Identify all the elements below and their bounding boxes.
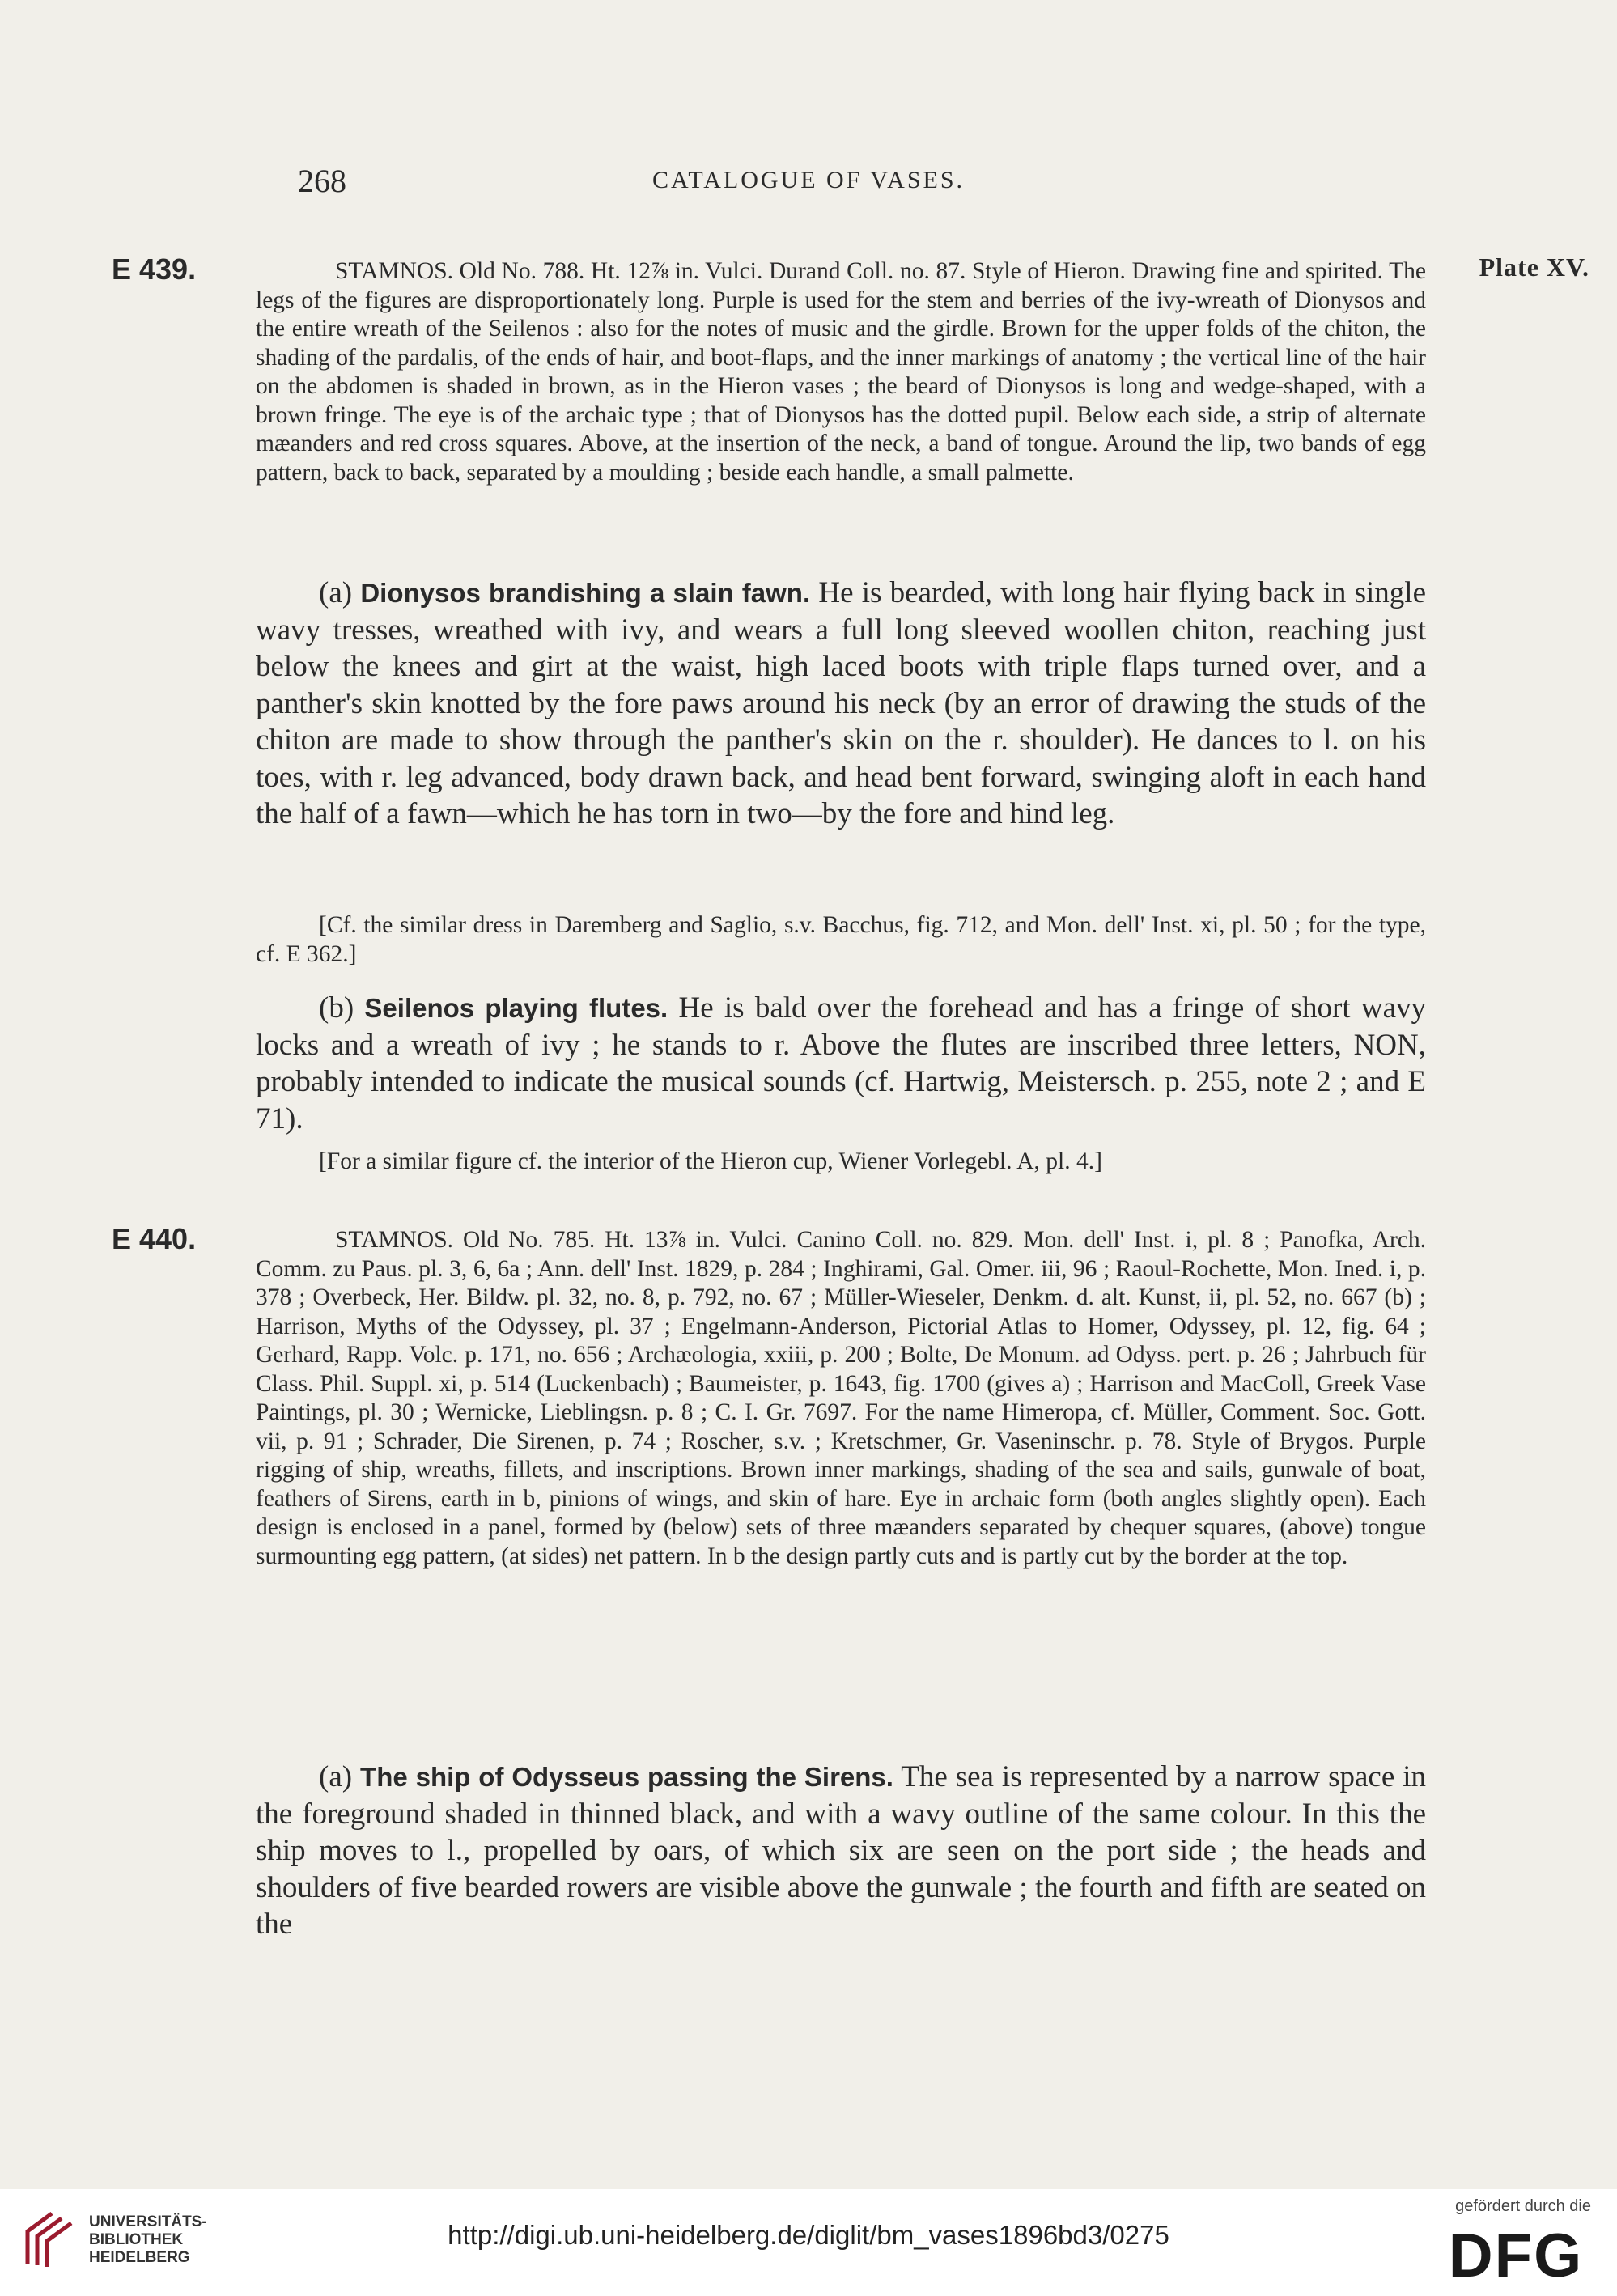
bibliographic-note: [Cf. the similar dress in Daremberg and Saglio, s.v. Bacchus, fig. 712, and Mon. dell' Inst. xi, pl. 50 ; for the type, cf. E 362.] — [256, 912, 1426, 967]
page-number: 268 — [298, 163, 346, 199]
entry-number: E 439. — [112, 253, 197, 286]
scene-text: He is bald over the forehead and has a fringe of short wavy locks and a wreath of ivy ; he stands to r. Above the flutes are inscribed three letters, NON, probably intended to indicate the musical sounds (cf. Hartwig, Meistersch. p. 255, note 2 ; and E 71). — [256, 991, 1427, 1135]
plate-reference: Plate XV. — [1479, 253, 1589, 282]
side-label: (a) — [319, 1760, 353, 1793]
digitization-footer — [0, 2189, 1617, 2296]
dfg-logo-icon — [1439, 2225, 1593, 2283]
funding-note: gefördert durch die — [1455, 2197, 1591, 2215]
side-label: (a) — [319, 576, 353, 609]
vase-side-b — [256, 990, 1426, 1137]
library-name: UNIVERSITÄTS- BIBLIOTHEK HEIDELBERG — [89, 2213, 207, 2266]
scene-heading: Seilenos playing flutes. — [364, 993, 668, 1023]
scene-heading: The ship of Odysseus passing the Sirens. — [360, 1762, 893, 1792]
permalink-url[interactable]: http://digi.ub.uni-heidelberg.de/diglit/bm_vases1896bd3/0275 — [448, 2220, 1169, 2250]
running-head — [0, 162, 1617, 202]
scene-text: He is bearded, with long hair flying back in single wavy tresses, wreathed with ivy, and wears a full long sleeved woollen chiton, reaching just below the knees and girt at the waist, high laced boots with triple flaps turned over, and a panther's skin knotted by the fore paws around his neck (by an error of drawing the studs of the chiton are made to show through the panther's skin on the r. shoulder). He dances to l. on his toes, with r. leg advanced, body drawn back, and head bent forward, swinging aloft in each hand the half of a fawn—which he has torn in two—by the fore and hind leg. — [256, 576, 1427, 830]
entry-description: STAMNOS. Old No. 785. Ht. 13⅞ in. Vulci. Canino Coll. no. 829. Mon. dell' Inst. i, pl. 8 ; Panofka, Arch. Comm. zu Paus. pl. 3, 6, 6a ; Ann. dell' Inst. 1829, p. 284 ; Inghirami, Gal. Omer. iii, 96 ; Raoul-Rochette, Mon. Ined. i, p. 378 ; Overbeck, Her. Bildw. pl. 32, no. 8, p. 792, no. 67 ; Müller-Wieseler, Denkm. d. alt. Kunst, ii, pl. 52, no. 667 (b) ; Harrison, Myths of the Odyssey, pl. 37 ; Engelmann-Anderson, Pictorial Atlas to Homer, Odyssey, pl. 12, fig. 64 ; Gerhard, Rapp. Volc. p. 171, no. 656 ; Archæologia, xxiii, p. 200 ; Bolte, De Monum. ad Odyss. pert. p. 26 ; Jahrbuch für Class. Phil. Suppl. xi, p. 514 (Luckenbach) ; Baumeister, p. 1643, fig. 1700 (gives a) ; Harrison and MacColl, Greek Vase Paintings, pl. 30 ; Wernicke, Lieblingsn. p. 8 ; C. I. Gr. 7697. For the name Himeropa, cf. Müller, Comment. Soc. Gott. vii, p. 91 ; Schrader, Die Sirenen, p. 74 ; Roscher, s.v. ; Kretschmer, Gr. Vaseninschr. p. 78. Style of Brygos. Purple rigging of ship, wreaths, fillets, and inscriptions. Brown inner markings, shading of the sea and sails, gunwale of boat, feathers of Sirens, earth in b, pinions of wings, and skin of hare. Eye in archaic form (both angles slightly open). Each design is enclosed in a panel, formed by (below) sets of three mæanders separated by chequer squares, (above) tongue surmounting egg pattern, (at sides) net pattern. In b the design partly cuts and is partly cut by the border at the top. — [256, 1227, 1426, 1569]
scene-text: The sea is represented by a narrow space in the foreground shaded in thinned black, and with a wavy outline of the same colour. In this the ship moves to l., propelled by oars, of which six are seen on the port side ; the heads and shoulders of five bearded rowers are visible above the gunwale ; the fourth and fifth are seated on the — [256, 1760, 1427, 1941]
entry-number: E 440. — [112, 1222, 197, 1255]
running-title: CATALOGUE OF VASES. — [651, 167, 966, 193]
vase-side-a — [256, 1759, 1426, 1943]
vase-side-a — [256, 575, 1426, 833]
svg-text:DFG: DFG — [1448, 2225, 1584, 2283]
entry-description: STAMNOS. Old No. 788. Ht. 12⅞ in. Vulci. Durand Coll. no. 87. Style of Hieron. Drawing fine and spirited. The legs of the figures are disproportionately long. Purple is used for the stem and berries of the ivy-wreath of Dionysos and the entire wreath of the Seilenos : also for the notes of music and the girdle. Brown for the upper folds of the chiton, the shading of the pardalis, of the ends of hair, and boot-flaps, and the inner markings of anatomy ; the vertical line of the hair on the abdomen is shaded in brown, as in the Hieron vases ; the beard of Dionysos is long and wedge-shaped, with a brown fringe. The eye is of the archaic type ; that of Dionysos has the dotted pupil. Below each side, a strip of alternate mæanders and red cross squares. Above, at the insertion of the neck, a band of tongue. Around the lip, two bands of egg pattern, back to back, separated by a moulding ; beside each handle, a small palmette. — [256, 258, 1426, 486]
scene-heading: Dionysos brandishing a slain fawn. — [360, 578, 811, 608]
bibliographic-note: [For a similar figure cf. the interior of the Hieron cup, Wiener Vorlegebl. A, pl. 4.] — [319, 1148, 1102, 1174]
side-label: (b) — [319, 991, 354, 1025]
